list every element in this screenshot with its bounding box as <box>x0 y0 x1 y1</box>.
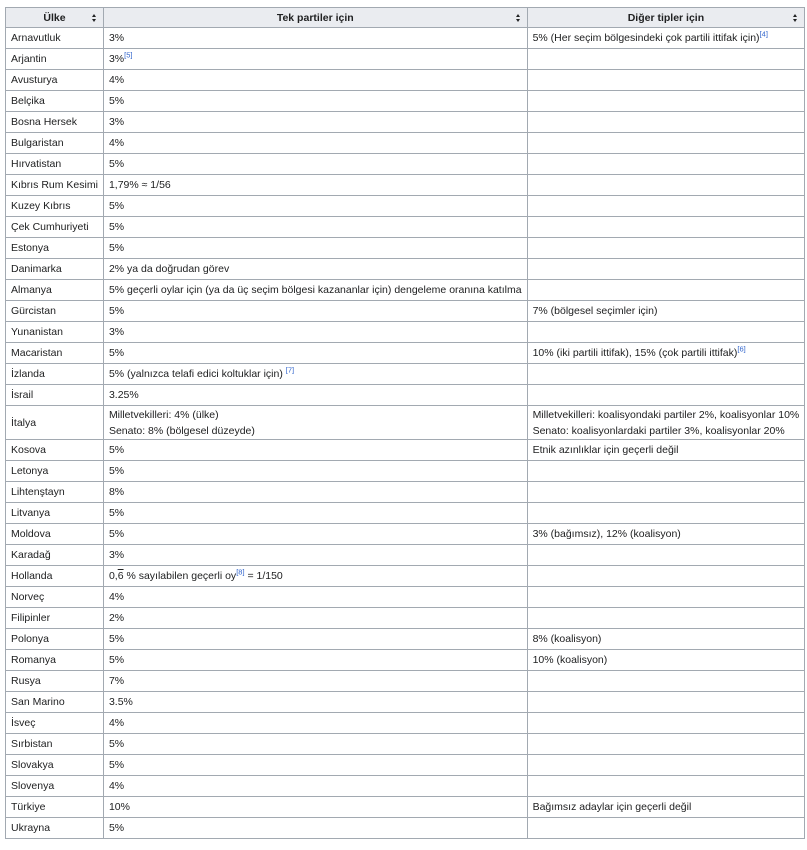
other-type-cell <box>527 692 805 713</box>
other-type-cell <box>527 217 805 238</box>
country-cell: Bosna Hersek <box>6 112 104 133</box>
table-row <box>6 49 805 70</box>
reference-link[interactable]: [4] <box>759 29 768 39</box>
repeating-digit: 6 <box>117 570 124 582</box>
threshold-table <box>5 7 805 839</box>
table-row <box>6 440 805 461</box>
single-party-cell: 5% <box>103 629 527 650</box>
other-type-cell <box>527 175 805 196</box>
table-row <box>6 343 805 364</box>
other-type-cell <box>527 587 805 608</box>
country-cell: Almanya <box>6 280 104 301</box>
single-party-cell: 5% <box>103 154 527 175</box>
cell-text: % sayılabilen geçerli oy <box>123 570 237 582</box>
table-row <box>6 91 805 112</box>
country-cell: Lihtenştayn <box>6 482 104 503</box>
single-party-cell: 5% <box>103 440 527 461</box>
cell-text: 5% (Her seçim bölgesindeki çok partili ittifak için) <box>532 32 760 44</box>
other-type-cell: Etnik azınlıklar için geçerli değil <box>527 440 805 461</box>
other-type-cell <box>527 503 805 524</box>
other-type-cell: Bağımsız adaylar için geçerli değil <box>527 797 805 818</box>
single-party-cell: 3% <box>103 545 527 566</box>
cell-text: 10% (iki partili ittifak), 15% (çok partili ittifak) <box>532 347 738 359</box>
single-party-cell: 3% <box>103 28 527 49</box>
sort-icon[interactable] <box>516 14 521 22</box>
other-type-cell: 3% (bağımsız), 12% (koalisyon) <box>527 524 805 545</box>
reference-link[interactable]: [8] <box>236 567 245 577</box>
other-type-cell: 7% (bölgesel seçimler için) <box>527 301 805 322</box>
single-party-cell <box>103 364 527 385</box>
country-cell: Avusturya <box>6 70 104 91</box>
table-row <box>6 28 805 49</box>
cell-text: 5% (yalnızca telafi edici koltuklar için) <box>108 368 286 380</box>
reference-link[interactable]: [7] <box>285 365 295 375</box>
other-type-cell <box>527 461 805 482</box>
table-row <box>6 112 805 133</box>
single-party-cell: 5% <box>103 650 527 671</box>
single-party-cell: 10% <box>103 797 527 818</box>
country-cell: Estonya <box>6 238 104 259</box>
other-type-cell <box>527 755 805 776</box>
country-cell: Polonya <box>6 629 104 650</box>
other-type-cell: 10% (koalisyon) <box>527 650 805 671</box>
single-party-cell: 3.25% <box>103 385 527 406</box>
country-cell: Arjantin <box>6 49 104 70</box>
table-row <box>6 524 805 545</box>
other-type-cell <box>527 818 805 839</box>
other-type-cell <box>527 91 805 112</box>
cell-text: 0, <box>108 570 118 582</box>
country-cell: Norveç <box>6 587 104 608</box>
cell-text: 3% <box>108 53 125 65</box>
column-header-single-parties[interactable] <box>103 8 527 28</box>
country-cell: İzlanda <box>6 364 104 385</box>
single-party-cell: 5% <box>103 755 527 776</box>
country-cell: Sırbistan <box>6 734 104 755</box>
single-party-cell: 3% <box>103 322 527 343</box>
table-row <box>6 238 805 259</box>
other-type-cell <box>527 322 805 343</box>
single-party-cell: 5% <box>103 301 527 322</box>
country-cell: Arnavutluk <box>6 28 104 49</box>
country-cell: Ukrayna <box>6 818 104 839</box>
single-party-cell: 7% <box>103 671 527 692</box>
single-party-cell: 4% <box>103 587 527 608</box>
table-row <box>6 301 805 322</box>
single-party-cell: 5% <box>103 818 527 839</box>
table-row <box>6 650 805 671</box>
single-party-cell: 3.5% <box>103 692 527 713</box>
country-cell: İtalya <box>6 406 104 440</box>
single-party-cell: 8% <box>103 482 527 503</box>
column-header-label: Ülke <box>43 11 66 24</box>
country-cell: Slovenya <box>6 776 104 797</box>
cell-text-line: Milletvekilleri: koalisyondaki partiler 2%, koalisyonlar 10% <box>532 408 800 421</box>
single-party-cell: 3% <box>103 112 527 133</box>
other-type-cell <box>527 713 805 734</box>
country-cell: Danimarka <box>6 259 104 280</box>
single-party-cell: 5% <box>103 196 527 217</box>
table-row <box>6 385 805 406</box>
table-row <box>6 154 805 175</box>
country-cell: İsveç <box>6 713 104 734</box>
table-row <box>6 797 805 818</box>
country-cell: Litvanya <box>6 503 104 524</box>
single-party-cell: 4% <box>103 713 527 734</box>
single-party-cell: 5% <box>103 524 527 545</box>
country-cell: Kosova <box>6 440 104 461</box>
single-party-cell: 5% <box>103 343 527 364</box>
other-type-cell <box>527 385 805 406</box>
country-cell: Karadağ <box>6 545 104 566</box>
other-type-cell: 8% (koalisyon) <box>527 629 805 650</box>
single-party-cell: 5% <box>103 734 527 755</box>
sort-icon[interactable] <box>92 14 97 22</box>
table-row <box>6 545 805 566</box>
other-type-cell <box>527 112 805 133</box>
other-type-cell <box>527 280 805 301</box>
country-cell: Slovakya <box>6 755 104 776</box>
single-party-cell: 5% <box>103 91 527 112</box>
other-type-cell <box>527 28 805 49</box>
country-cell: Hırvatistan <box>6 154 104 175</box>
other-type-cell <box>527 154 805 175</box>
country-cell: Moldova <box>6 524 104 545</box>
single-party-cell: 5% <box>103 238 527 259</box>
table-row <box>6 629 805 650</box>
single-party-cell: 5% <box>103 503 527 524</box>
table-row <box>6 364 805 385</box>
cell-text: = 1/150 <box>244 570 283 582</box>
column-header-country[interactable] <box>6 8 104 28</box>
other-type-cell <box>527 406 805 440</box>
country-cell: Çek Cumhuriyeti <box>6 217 104 238</box>
other-type-cell <box>527 196 805 217</box>
other-type-cell <box>527 671 805 692</box>
single-party-cell: 5% <box>103 217 527 238</box>
cell-text-line: Senato: 8% (bölgesel düzeyde) <box>108 424 255 437</box>
table-row <box>6 133 805 154</box>
table-row <box>6 70 805 91</box>
country-cell: Filipinler <box>6 608 104 629</box>
column-header-label: Tek partiler için <box>276 11 354 24</box>
table-row <box>6 322 805 343</box>
country-cell: San Marino <box>6 692 104 713</box>
table-row <box>6 755 805 776</box>
table-row <box>6 692 805 713</box>
table-row <box>6 406 805 440</box>
country-cell: Yunanistan <box>6 322 104 343</box>
other-type-cell <box>527 238 805 259</box>
table-row <box>6 280 805 301</box>
country-cell: Kuzey Kıbrıs <box>6 196 104 217</box>
country-cell: Türkiye <box>6 797 104 818</box>
single-party-cell: 2% ya da doğrudan görev <box>103 259 527 280</box>
table-row <box>6 608 805 629</box>
single-party-cell: 2% <box>103 608 527 629</box>
country-cell: Kıbrıs Rum Kesimi <box>6 175 104 196</box>
country-cell: Macaristan <box>6 343 104 364</box>
other-type-cell <box>527 608 805 629</box>
table-row <box>6 671 805 692</box>
single-party-cell: 4% <box>103 776 527 797</box>
other-type-cell <box>527 259 805 280</box>
country-cell: Letonya <box>6 461 104 482</box>
table-row <box>6 196 805 217</box>
reference-link[interactable]: [6] <box>737 344 746 354</box>
country-cell: Hollanda <box>6 566 104 587</box>
other-type-cell <box>527 49 805 70</box>
table-row <box>6 818 805 839</box>
reference-link[interactable]: [5] <box>124 50 133 60</box>
column-header-label: Diğer tipler için <box>627 11 705 24</box>
table-row <box>6 713 805 734</box>
country-cell: Bulgaristan <box>6 133 104 154</box>
table-row <box>6 776 805 797</box>
table-row <box>6 175 805 196</box>
country-cell: Romanya <box>6 650 104 671</box>
header-row <box>6 8 805 28</box>
table-row <box>6 566 805 587</box>
single-party-cell: 5% geçerli oylar için (ya da üç seçim bölgesi kazananlar için) dengeleme oranına katılma <box>103 280 527 301</box>
single-party-cell <box>103 49 527 70</box>
other-type-cell <box>527 482 805 503</box>
country-cell: Rusya <box>6 671 104 692</box>
single-party-cell: 5% <box>103 461 527 482</box>
other-type-cell <box>527 70 805 91</box>
single-party-cell <box>103 566 527 587</box>
cell-text-line: Senato: koalisyonlardaki partiler 3%, koalisyonlar 20% <box>532 424 785 437</box>
country-cell: Gürcistan <box>6 301 104 322</box>
other-type-cell <box>527 364 805 385</box>
table-row <box>6 259 805 280</box>
table-row <box>6 482 805 503</box>
cell-text-line: Milletvekilleri: 4% (ülke) <box>108 408 219 421</box>
table-row <box>6 503 805 524</box>
other-type-cell <box>527 776 805 797</box>
table-row <box>6 587 805 608</box>
other-type-cell <box>527 343 805 364</box>
other-type-cell <box>527 545 805 566</box>
single-party-cell: 4% <box>103 133 527 154</box>
single-party-cell: 4% <box>103 70 527 91</box>
sort-icon[interactable] <box>793 14 798 22</box>
column-header-other-types[interactable] <box>527 8 805 28</box>
single-party-cell: 1,79% ≈ 1/56 <box>103 175 527 196</box>
other-type-cell <box>527 566 805 587</box>
single-party-cell <box>103 406 527 440</box>
other-type-cell <box>527 734 805 755</box>
table-row <box>6 217 805 238</box>
table-row <box>6 461 805 482</box>
country-cell: İsrail <box>6 385 104 406</box>
country-cell: Belçika <box>6 91 104 112</box>
other-type-cell <box>527 133 805 154</box>
table-row <box>6 734 805 755</box>
